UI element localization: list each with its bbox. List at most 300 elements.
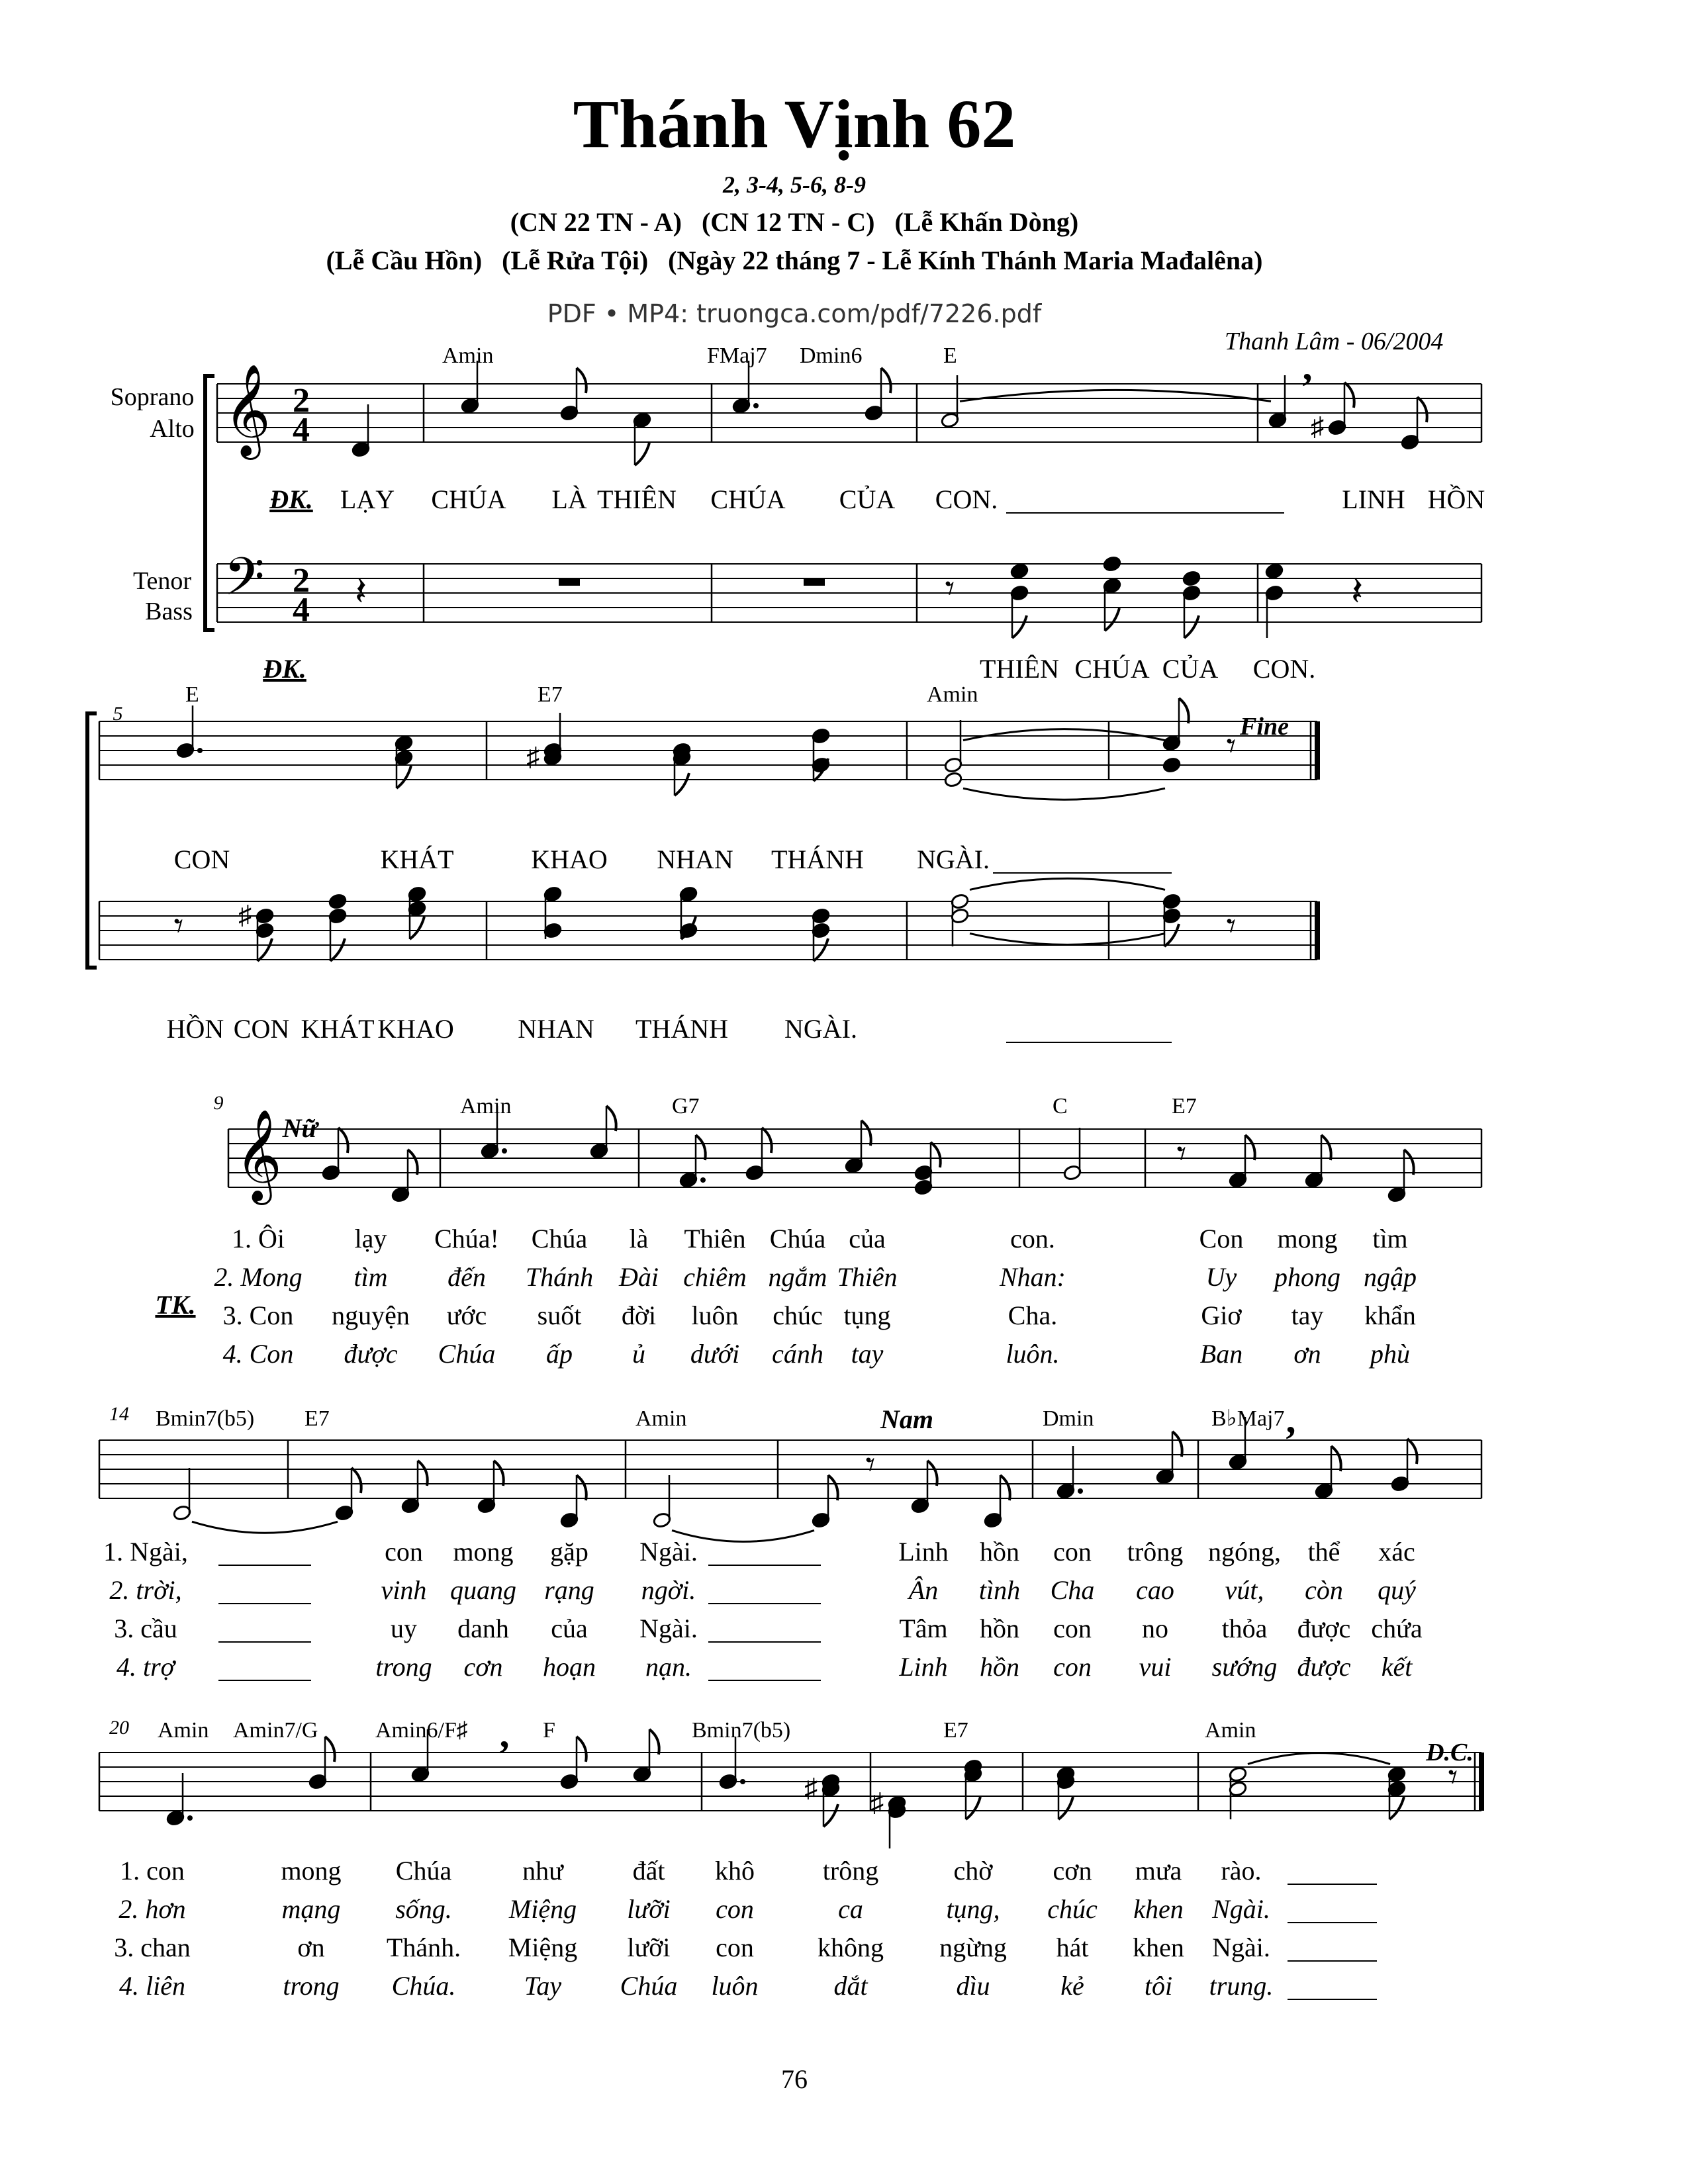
lyric-syllable: NGÀI.: [784, 1014, 857, 1044]
lyric-syllable: Ngài.: [639, 1537, 698, 1567]
lyric-syllable: tìm: [1372, 1224, 1408, 1253]
lyric-syllable: mong: [453, 1537, 514, 1567]
note-flag: [577, 368, 586, 393]
chord-symbol: E7: [305, 1406, 330, 1431]
lyric-syllable: phong: [1274, 1262, 1340, 1292]
note-flag: [635, 443, 649, 465]
lyric-syllable: chúc: [773, 1300, 823, 1330]
note-flag: [352, 1468, 361, 1493]
chord-symbol: Amin: [460, 1094, 512, 1118]
lyric-syllable: mong: [1277, 1224, 1338, 1253]
note-dot: [187, 1815, 193, 1821]
note-flag: [649, 1729, 659, 1754]
lyric-syllable: Đài: [619, 1262, 659, 1292]
chord-symbol: FMaj7: [707, 343, 767, 368]
lyric-syllable: luôn.: [1006, 1339, 1060, 1369]
lyric-syllable: CON.: [1252, 654, 1316, 684]
note-flag: [1179, 698, 1189, 723]
lyric-syllable: của: [551, 1614, 588, 1643]
lyric-syllable: chiêm: [683, 1262, 747, 1292]
chord-symbol: Dmin6: [800, 343, 863, 368]
lyric-syllable: lạy: [354, 1224, 387, 1253]
lyric-syllable: 3. cầu: [114, 1614, 177, 1643]
lyric-syllable: khen: [1133, 1933, 1184, 1962]
lyric-syllable: trông: [822, 1856, 879, 1886]
lyric-syllable: Linh: [899, 1652, 948, 1682]
psalm-verses: 2, 3-4, 5-6, 8-9: [723, 171, 866, 198]
lyric-syllable: 2. Mong: [214, 1262, 303, 1292]
note-flag: [1404, 1150, 1414, 1175]
note-flag: [823, 1804, 838, 1827]
lyric-syllable: Chúa: [395, 1856, 452, 1886]
lyric-syllable: HỒN: [1427, 484, 1485, 514]
tie: [963, 729, 1165, 741]
lyric-syllable: ngóng,: [1208, 1537, 1281, 1567]
bass-clef-icon: 𝄢: [224, 548, 265, 619]
occasions-line-1: (CN 22 TN - A) (CN 12 TN - C) (Lễ Khấn Dòng): [510, 207, 1079, 237]
lyric-syllable: nguyện: [332, 1300, 410, 1330]
lyric-syllable: con: [716, 1894, 754, 1924]
label-alto: Alto: [150, 415, 195, 443]
chord-symbol: Amin6/F♯: [375, 1718, 468, 1743]
tie: [970, 878, 1165, 889]
lyric-syllable: mạng: [281, 1894, 341, 1924]
lyric-syllable: uy: [391, 1614, 417, 1643]
lyric-syllable: 1. Ôi: [232, 1224, 285, 1253]
lyric-syllable: khẩn: [1364, 1300, 1416, 1330]
lyric-syllable: hồn: [980, 1614, 1019, 1643]
lyric-syllable: đời: [621, 1300, 657, 1330]
lyric-syllable: luôn: [711, 1971, 759, 2001]
time-signature-top: 2: [293, 382, 310, 420]
lyric-syllable: ơn: [297, 1933, 325, 1962]
lyric-syllable: cánh: [772, 1339, 823, 1369]
lyric-syllable: KHAO: [531, 844, 608, 874]
tk-marking: TK.: [155, 1290, 196, 1320]
lyric-syllable: sướng: [1211, 1652, 1278, 1682]
lyric-syllable: Chúa: [531, 1224, 588, 1253]
lyric-syllable: luôn: [691, 1300, 739, 1330]
note-head: [1162, 756, 1182, 773]
lyric-syllable: kẻ: [1060, 1971, 1084, 2001]
note-flag: [762, 1128, 772, 1153]
lyric-syllable: được: [344, 1339, 398, 1369]
lyric-syllable: ước: [446, 1300, 487, 1330]
chord-symbol: Amin: [927, 682, 978, 707]
lyric-syllable: 4. liên: [119, 1971, 185, 2001]
lyric-syllable: Thánh: [525, 1262, 594, 1292]
lyric-syllable: tình: [978, 1575, 1021, 1605]
eighth-rest-icon: 𝄾: [945, 569, 955, 610]
chord-symbol: B♭Maj7: [1211, 1406, 1285, 1431]
eighth-rest-icon: 𝄾: [1448, 1757, 1458, 1798]
chord-symbol: E7: [538, 682, 563, 707]
lyric-syllable: KHAO: [377, 1014, 454, 1044]
note-flag: [1164, 924, 1179, 946]
lyric-syllable: mong: [281, 1856, 342, 1886]
lyric-syllable: thể: [1307, 1537, 1340, 1567]
sharp-icon: ♯: [870, 1788, 884, 1817]
lyric-syllable: con: [1053, 1652, 1092, 1682]
note-flag: [1058, 1797, 1073, 1819]
lyric-syllable: lưỡi: [627, 1933, 671, 1962]
time-signature-bottom: 4: [293, 411, 310, 449]
lyric-syllable: Uy: [1205, 1262, 1237, 1292]
eighth-rest-icon: 𝄾: [865, 1445, 876, 1486]
note-dot: [1078, 1488, 1083, 1494]
lyric-syllable: chứa: [1371, 1614, 1423, 1643]
lyric-syllable: Chúa: [769, 1224, 826, 1253]
note-dot: [740, 1779, 745, 1784]
note-flag: [330, 938, 345, 961]
note-flag: [338, 1128, 348, 1153]
lyric-syllable: 1. con: [120, 1856, 185, 1886]
note-flag: [577, 1737, 586, 1762]
lyric-syllable: quý: [1378, 1575, 1416, 1605]
lyric-syllable: chờ: [953, 1856, 993, 1886]
lyric-syllable: LINH: [1342, 484, 1405, 514]
chord-symbol: Dmin: [1043, 1406, 1094, 1431]
lyric-syllable: NHAN: [657, 844, 733, 874]
lyric-syllable: rạng: [544, 1575, 594, 1605]
sharp-icon: ♯: [804, 1773, 818, 1803]
sharp-icon: ♯: [238, 900, 252, 930]
lyric-syllable: chúc: [1047, 1894, 1098, 1924]
chord-symbol: E7: [943, 1718, 968, 1743]
lyric-syllable: 3. chan: [114, 1933, 191, 1962]
eighth-rest-icon: 𝄾: [1226, 726, 1237, 767]
lyric-syllable: tay: [851, 1339, 884, 1369]
note-flag: [696, 1135, 706, 1160]
note-flag: [397, 766, 411, 788]
note-flag: [1344, 383, 1354, 408]
lyric-syllable: trung.: [1209, 1971, 1274, 2001]
lyric-syllable: Tâm: [899, 1614, 948, 1643]
note-flag: [1389, 1797, 1404, 1819]
chord-symbol: E: [185, 682, 199, 707]
dk-marking-lower: ĐK.: [263, 654, 306, 684]
lyric-syllable: Nhan:: [1000, 1262, 1066, 1292]
occasions-line-2: (Lễ Cầu Hồn) (Lễ Rửa Tội) (Ngày 22 tháng 7 - Lễ Kính Thánh Maria Mađalêna): [326, 246, 1263, 275]
measure-number: 20: [109, 1717, 129, 1739]
note-flag: [927, 1461, 937, 1486]
sharp-icon: ♯: [526, 742, 539, 772]
lyric-syllable: KHÁT: [301, 1014, 375, 1044]
lyric-syllable: sống.: [395, 1894, 452, 1924]
note-flag: [577, 1475, 586, 1500]
lyric-syllable: CỦA: [1162, 654, 1219, 684]
breath-mark: ,: [499, 1712, 510, 1756]
lyric-syllable: THÁNH: [635, 1014, 728, 1044]
chord-symbol: E7: [1172, 1094, 1197, 1118]
lyric-syllable: Chúa: [620, 1971, 678, 2001]
lyric-syllable: dưới: [690, 1339, 740, 1369]
note-flag: [1184, 615, 1199, 638]
lyric-syllable: NHAN: [518, 1014, 594, 1044]
nam-marking: Nam: [880, 1404, 933, 1434]
note-dot: [197, 748, 203, 753]
lyric-syllable: CHÚA: [1074, 654, 1150, 684]
lyric-syllable: cơn: [1053, 1856, 1092, 1886]
lyric-syllable: gặp: [550, 1537, 588, 1567]
lyric-syllable: thỏa: [1221, 1614, 1268, 1643]
lyric-syllable: tìm: [353, 1262, 388, 1292]
lyric-syllable: LẠY: [340, 484, 395, 514]
chord-symbol: Bmin7(b5): [692, 1718, 791, 1743]
chord-symbol: Amin: [635, 1406, 687, 1431]
lyric-syllable: ủ: [632, 1339, 645, 1369]
note-flag: [1331, 1446, 1341, 1471]
note-flag: [861, 1120, 871, 1146]
lyric-syllable: là: [629, 1224, 649, 1253]
lyric-syllable: con.: [1010, 1224, 1055, 1253]
lyric-syllable: Chúa: [438, 1339, 496, 1369]
note-flag: [881, 368, 891, 393]
lyric-syllable: ngừng: [939, 1933, 1007, 1962]
lyric-syllable: ngời.: [641, 1575, 696, 1605]
lyric-syllable: CON: [233, 1014, 290, 1044]
lyric-syllable: con: [1053, 1614, 1092, 1643]
quarter-rest-icon: 𝄽: [1350, 570, 1364, 614]
page-number: 76: [781, 2064, 808, 2094]
note-flag: [494, 1461, 504, 1486]
lyric-syllable: NGÀI.: [917, 844, 990, 874]
note-head: [1265, 563, 1284, 579]
note-flag: [1105, 608, 1119, 631]
note-flag: [1172, 1432, 1182, 1457]
lyric-syllable: Ngài.: [1212, 1894, 1270, 1924]
lyric-syllable: trông: [1127, 1537, 1184, 1567]
lyric-syllable: 2. hơn: [118, 1894, 186, 1924]
lyric-syllable: quang: [450, 1575, 516, 1605]
measure-number: 14: [109, 1403, 129, 1425]
tie: [963, 788, 1165, 799]
note-flag: [1012, 615, 1027, 638]
lyric-syllable: Cha.: [1008, 1300, 1058, 1330]
tie: [960, 390, 1271, 401]
whole-rest-icon: [559, 578, 580, 586]
lyric-syllable: Ban: [1199, 1339, 1243, 1369]
lyric-syllable: 2. trời,: [109, 1575, 182, 1605]
note-flag: [258, 938, 272, 961]
lyric-syllable: ơn: [1293, 1339, 1321, 1369]
lyric-syllable: mưa: [1135, 1856, 1182, 1886]
lyric-syllable: THÁNH: [771, 844, 864, 874]
note-flag: [418, 1461, 428, 1486]
lyric-syllable: 4. Con: [222, 1339, 294, 1369]
note-flag: [408, 1150, 418, 1175]
lyric-syllable: Miệng: [508, 1933, 578, 1962]
sharp-icon: ♯: [1311, 412, 1324, 441]
dk-marking: ĐK.: [269, 484, 313, 514]
lyric-syllable: trong: [283, 1971, 340, 2001]
treble-clef-icon: 𝄞: [235, 1111, 282, 1199]
lyric-syllable: kết: [1381, 1652, 1413, 1682]
note-flag: [325, 1737, 335, 1762]
composer-credit: Thanh Lâm - 06/2004: [1225, 328, 1444, 355]
lyric-syllable: Ngài.: [1212, 1933, 1270, 1962]
chord-symbol: Amin7/G: [233, 1718, 318, 1743]
eighth-rest-icon: 𝄾: [173, 906, 184, 947]
time-signature-bottom: 4: [293, 591, 310, 629]
note-flag: [606, 1106, 616, 1131]
label-tenor: Tenor: [132, 567, 192, 595]
lyric-syllable: nạn.: [645, 1652, 692, 1682]
note-flag: [1407, 1439, 1417, 1464]
note-head: [944, 771, 963, 788]
chord-symbol: C: [1053, 1094, 1068, 1118]
lyric-syllable: vinh: [381, 1575, 427, 1605]
lyric-syllable: trong: [375, 1652, 432, 1682]
note-flag: [410, 917, 424, 939]
lyric-syllable: tụng,: [946, 1894, 1000, 1924]
chord-symbol: Amin: [1205, 1718, 1256, 1743]
lyric-syllable: đến: [447, 1262, 486, 1292]
lyric-syllable: suốt: [537, 1300, 582, 1330]
lyric-syllable: THIÊN: [980, 654, 1059, 684]
dc-marking: D.C.: [1426, 1739, 1474, 1766]
lyric-syllable: vút,: [1225, 1575, 1264, 1605]
chord-symbol: Bmin7(b5): [156, 1406, 255, 1431]
note-flag: [966, 1797, 980, 1819]
note-flag: [1245, 1135, 1255, 1160]
lyric-syllable: Cha: [1050, 1575, 1095, 1605]
song-title: Thánh Vịnh 62: [573, 86, 1016, 162]
note-flag: [1417, 397, 1427, 422]
tie: [970, 933, 1165, 944]
breath-mark: ,: [1302, 345, 1313, 388]
note-head: [1182, 570, 1201, 586]
lyric-syllable: Thánh.: [386, 1933, 461, 1962]
lyric-syllable: ngập: [1364, 1262, 1417, 1292]
quarter-rest-icon: 𝄽: [354, 570, 367, 614]
lyric-syllable: khen: [1133, 1894, 1184, 1924]
lyric-syllable: Thiên: [837, 1262, 898, 1292]
lyric-syllable: con: [1053, 1537, 1092, 1567]
lyric-syllable: tụng: [843, 1300, 891, 1330]
lyric-syllable: no: [1142, 1614, 1168, 1643]
lyric-syllable: rào.: [1221, 1856, 1262, 1886]
lyric-syllable: Ân: [908, 1575, 939, 1605]
note-dot: [502, 1148, 507, 1154]
lyric-syllable: không: [818, 1933, 884, 1962]
lyric-syllable: ca: [838, 1894, 863, 1924]
label-soprano: Soprano: [110, 383, 195, 411]
lyric-syllable: 1. Ngài,: [103, 1537, 188, 1567]
lyric-syllable: hồn: [980, 1537, 1019, 1567]
lyric-syllable: được: [1297, 1652, 1351, 1682]
measure-number: 5: [113, 703, 123, 725]
treble-clef-icon: 𝄞: [224, 366, 271, 454]
lyric-syllable: Linh: [898, 1537, 949, 1567]
lyric-syllable: hồn: [980, 1652, 1019, 1682]
final-barline: [1479, 1752, 1484, 1811]
whole-rest-icon: [804, 578, 825, 586]
lyric-syllable: con: [716, 1933, 754, 1962]
chord-symbol: G7: [672, 1094, 700, 1118]
lyric-syllable: của: [849, 1224, 886, 1253]
lyric-syllable: ngắm: [768, 1262, 827, 1292]
final-barline: [1315, 721, 1320, 780]
lyric-syllable: CON: [173, 844, 230, 874]
fine-marking: Fine: [1240, 713, 1289, 741]
lyric-syllable: tay: [1291, 1300, 1324, 1330]
nu-marking: Nữ: [282, 1113, 318, 1143]
time-signature-top: 2: [293, 562, 310, 600]
lyric-syllable: Tay: [524, 1971, 562, 2001]
lyric-syllable: đất: [632, 1856, 665, 1886]
label-bass: Bass: [145, 598, 193, 625]
note-dot: [753, 403, 759, 408]
lyric-syllable: hát: [1056, 1933, 1089, 1962]
lyric-syllable: hoạn: [543, 1652, 596, 1682]
lyric-syllable: khô: [715, 1856, 755, 1886]
note-head: [328, 893, 348, 909]
lyric-syllable: Thiên: [684, 1224, 746, 1253]
lyric-syllable: HỒN: [166, 1014, 224, 1044]
lyric-syllable: tôi: [1144, 1971, 1173, 2001]
lyric-syllable: được: [1297, 1614, 1351, 1643]
lyric-syllable: xác: [1378, 1537, 1415, 1567]
eighth-rest-icon: 𝄾: [1226, 906, 1237, 947]
lyric-syllable: cơn: [463, 1652, 503, 1682]
system-bracket: [87, 713, 97, 968]
lyric-syllable: Giơ: [1201, 1300, 1242, 1330]
chord-symbol: F: [543, 1718, 555, 1743]
lyric-syllable: như: [522, 1856, 563, 1886]
lyric-syllable: lưỡi: [627, 1894, 671, 1924]
chord-symbol: Amin: [158, 1718, 209, 1743]
lyric-syllable: ấp: [546, 1339, 573, 1369]
lyric-syllable: KHÁT: [380, 844, 454, 874]
lyric-syllable: LÀ: [551, 484, 587, 514]
lyric-syllable: Ngài.: [639, 1614, 698, 1643]
lyric-syllable: Chúa.: [391, 1971, 456, 2001]
lyric-syllable: CHÚA: [710, 484, 786, 514]
chord-symbol: E: [943, 343, 957, 368]
lyric-syllable: CHÚA: [431, 484, 506, 514]
eighth-rest-icon: 𝄾: [1176, 1134, 1187, 1175]
tie: [1248, 1753, 1390, 1764]
pdf-link[interactable]: PDF • MP4: truongca.com/pdf/7226.pdf: [547, 299, 1042, 328]
lyric-syllable: Chúa!: [434, 1224, 499, 1253]
note-flag: [675, 773, 689, 796]
note-flag: [1321, 1135, 1331, 1160]
lyric-syllable: CON.: [935, 484, 998, 514]
lyric-syllable: 4. trợ: [116, 1652, 175, 1682]
note-head: [1010, 563, 1029, 579]
note-dot: [700, 1177, 706, 1183]
lyric-syllable: 3. Con: [222, 1300, 294, 1330]
lyric-syllable: dìu: [956, 1971, 990, 2001]
system-bracket: [205, 376, 214, 630]
tie: [192, 1522, 338, 1533]
note-flag: [931, 1142, 941, 1167]
lyric-syllable: con: [385, 1537, 423, 1567]
lyric-syllable: phù: [1370, 1339, 1410, 1369]
lyric-syllable: vui: [1139, 1652, 1172, 1682]
note-flag: [1000, 1475, 1010, 1500]
note-flag: [828, 1475, 838, 1500]
lyric-syllable: còn: [1305, 1575, 1343, 1605]
lyric-syllable: cao: [1136, 1575, 1174, 1605]
lyric-syllable: dắt: [833, 1971, 868, 2001]
breath-mark: ,: [1286, 1398, 1296, 1441]
final-barline: [1315, 901, 1320, 960]
lyric-syllable: Miệng: [508, 1894, 577, 1924]
lyric-syllable: THIÊN: [597, 484, 677, 514]
note-head: [1103, 555, 1122, 572]
